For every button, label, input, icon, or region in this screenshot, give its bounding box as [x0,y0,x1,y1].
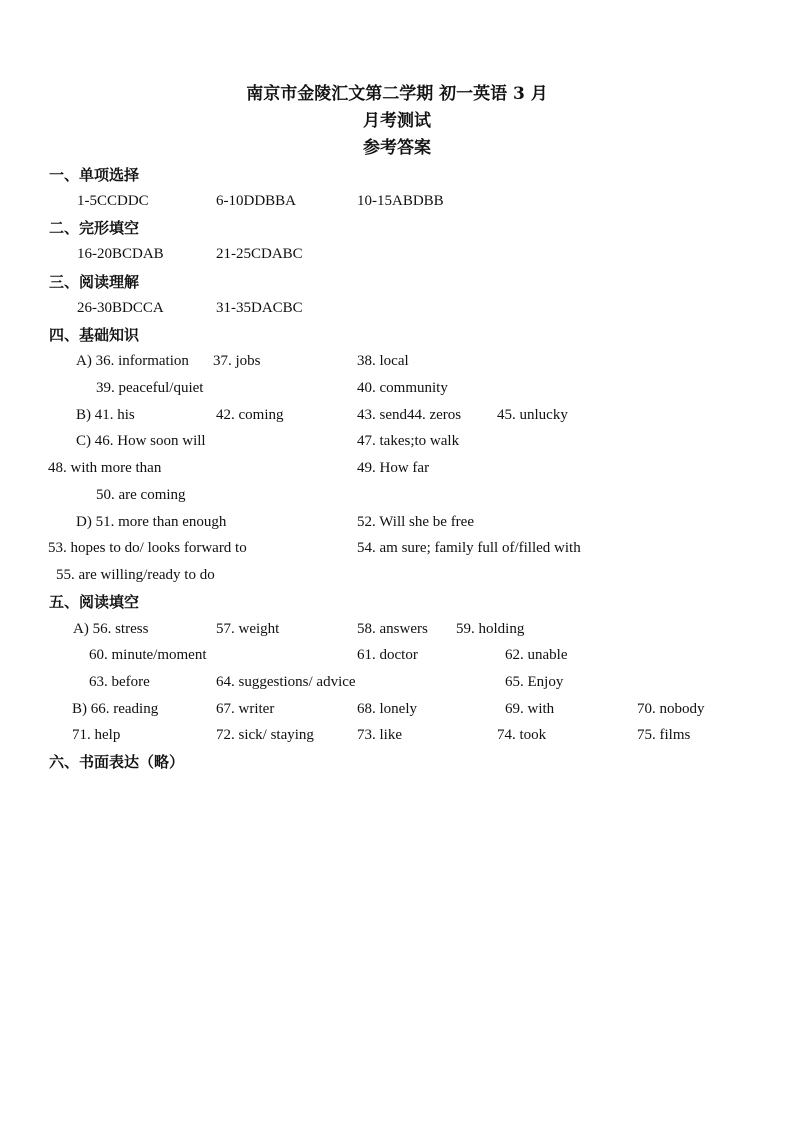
answer-item: 59. holding [456,621,525,637]
answer-item: 55. are willing/ready to do [56,567,215,583]
document-subtitle: 月考测试 [363,111,431,131]
answer-range: 16-20BCDAB [77,246,164,262]
answer-item: 53. hopes to do/ looks forward to [48,540,247,556]
answer-item: 75. films [637,727,691,743]
answer-item: 57. weight [216,621,280,637]
answer-item: 74. took [497,727,547,743]
answer-item: A) 56. stress [73,621,149,637]
answer-item: 43. send44. zeros [357,407,462,423]
section-heading-cloze: 二、完形填空 [49,219,140,237]
answer-item: 58. answers [357,621,428,637]
answer-item: 65. Enjoy [505,674,564,690]
answer-item: 49. How far [357,460,430,476]
answer-item: 70. nobody [637,701,705,717]
answer-key-heading: 参考答案 [363,138,431,158]
answer-range: 1-5CCDDC [77,193,149,209]
answer-item: 68. lonely [357,701,417,717]
answer-item: B) 66. reading [72,701,159,717]
answer-item: 48. with more than [48,460,162,476]
answer-item: 72. sick/ staying [216,727,314,743]
answer-item: D) 51. more than enough [76,514,227,530]
answer-range: 6-10DDBBA [216,193,297,209]
answer-item: 61. doctor [357,647,418,663]
answer-item: 50. are coming [96,487,186,503]
answer-item: 37. jobs [213,353,261,369]
answer-item: 60. minute/moment [89,647,207,663]
answer-item: 45. unlucky [497,407,568,423]
answer-item: 71. help [72,727,121,743]
answer-range: 21-25CDABC [216,246,303,262]
answer-item: 40. community [357,380,448,396]
section-heading-reading-fill: 五、阅读填空 [49,593,140,611]
answer-item: 39. peaceful/quiet [96,380,204,396]
answer-item: 54. am sure; family full of/filled with [357,540,581,556]
answer-item: 42. coming [216,407,284,423]
answer-item: 67. writer [216,701,275,717]
answer-item: C) 46. How soon will [76,433,206,449]
answer-range: 31-35DACBC [216,300,303,316]
section-heading-single-choice: 一、单项选择 [49,166,140,184]
answer-item: 63. before [89,674,150,690]
answer-item: 38. local [357,353,409,369]
answer-item: 73. like [357,727,402,743]
answer-item: 52. Will she be free [357,514,474,530]
answer-item: 62. unable [505,647,568,663]
answer-item: B) 41. his [76,407,135,423]
answer-range: 26-30BDCCA [77,300,164,316]
answer-item: 47. takes;to walk [357,433,460,449]
answer-item: 64. suggestions/ advice [216,674,356,690]
document-title: 南京市金陵汇文第二学期 初一英语 3 月 [246,84,548,104]
section-heading-writing: 六、书面表达（略） [49,753,185,771]
answer-range: 10-15ABDBB [357,193,444,209]
section-heading-basic-knowledge: 四、基础知识 [49,326,140,344]
answer-item: 69. with [505,701,555,717]
section-heading-reading: 三、阅读理解 [49,273,140,291]
answer-item: A) 36. information [76,353,189,369]
